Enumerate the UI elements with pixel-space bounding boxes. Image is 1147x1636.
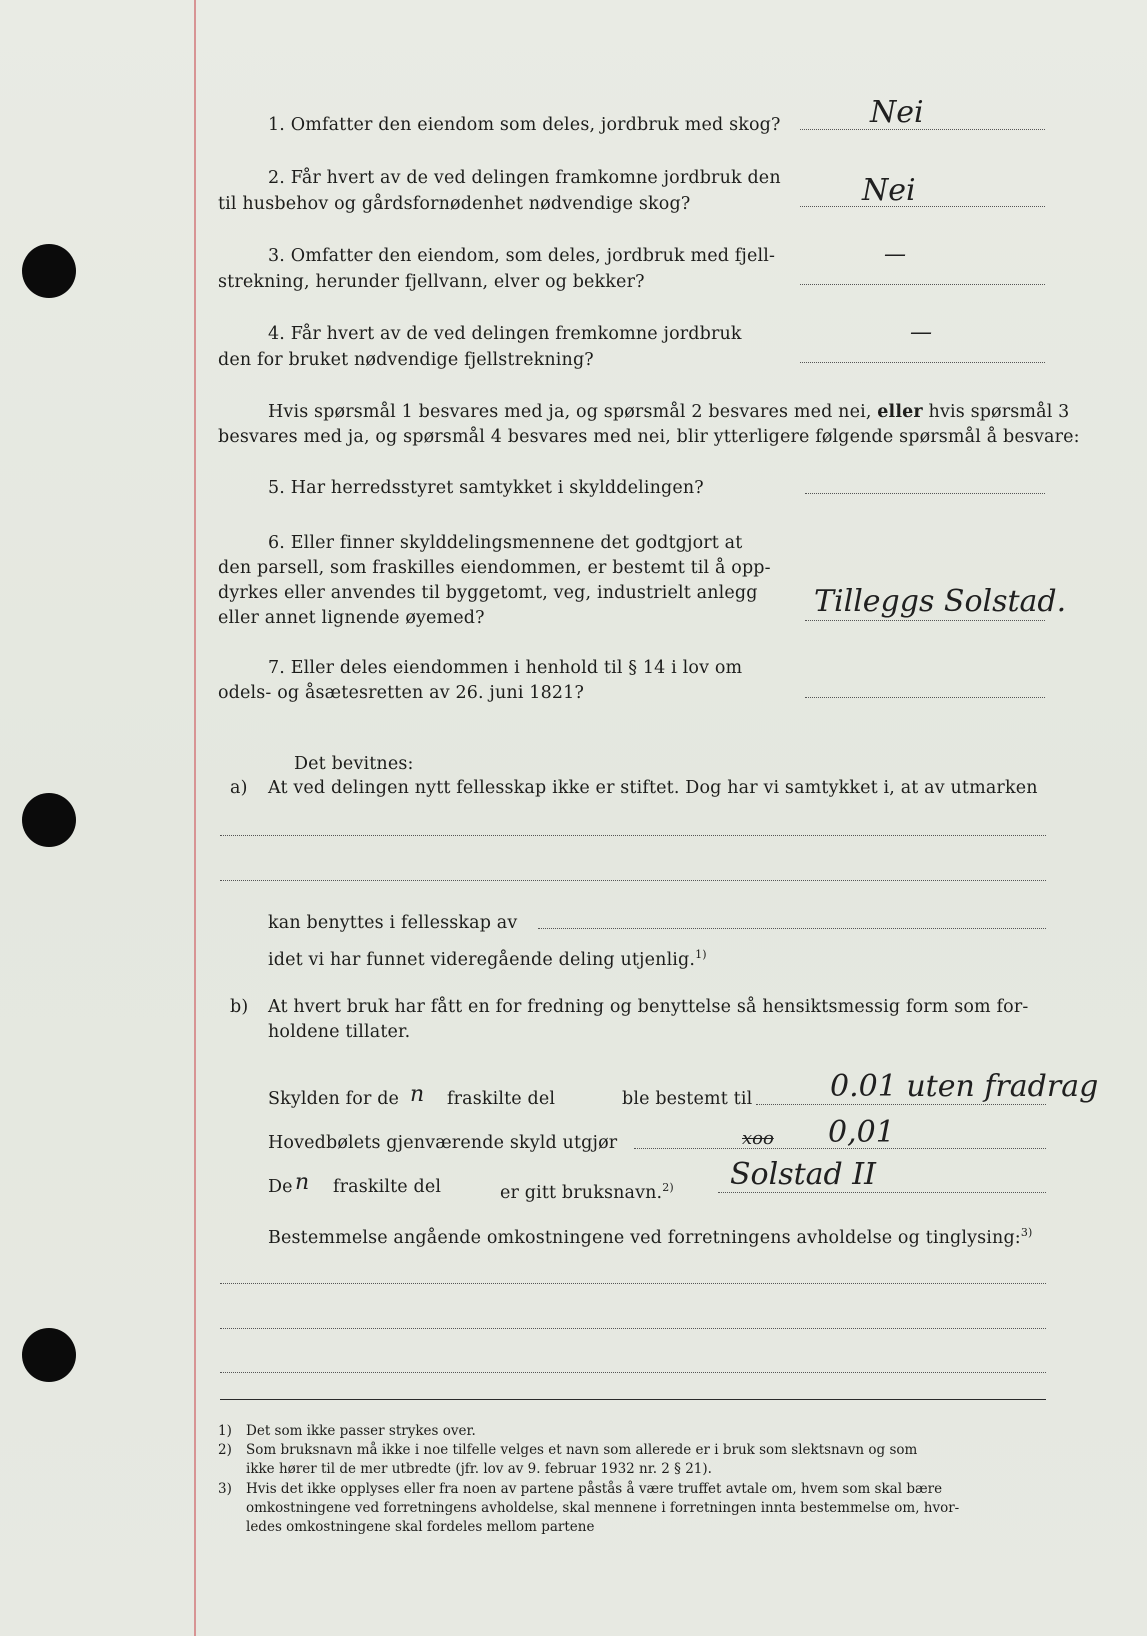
footnote-3-line-1: Hvis det ikke opplyses eller fra noen av partene påstås å være truffet avtale om, hvem som skal bære <box>246 1481 943 1497</box>
fill-line <box>538 928 1046 929</box>
answer-line-5 <box>805 493 1045 494</box>
question-6-line-1: 6. Eller finner skylddelingsmennene det godtgjort at <box>268 533 743 553</box>
answer-3: — <box>884 242 906 267</box>
question-6-line-2: den parsell, som fraskilles eiendommen, er bestemt til å opp- <box>218 558 771 578</box>
fill-line <box>220 1283 1046 1284</box>
answer-4: — <box>910 320 932 345</box>
bruksnavn-value: Solstad II <box>730 1157 876 1192</box>
skyld-label-part: ble bestemt til <box>622 1089 753 1109</box>
shared-tail: idet vi har funnet videregående deling utjenlig.$^{1)}$ <box>268 948 707 970</box>
footnote-3-mark: 3) <box>218 1481 232 1497</box>
question-2-line-1: 2. Får hvert av de ved delingen framkomne jordbruk den <box>268 168 781 188</box>
answer-line-4 <box>800 362 1045 363</box>
footnote-2-line-1: Som bruksnavn må ikke i noe tilfelle velges et navn som allerede er i bruk som slektsnavn og som <box>246 1442 918 1458</box>
skyld-handwritten-n: n <box>410 1082 425 1107</box>
question-7-line-1: 7. Eller deles eiendommen i henhold til § 14 i lov om <box>268 658 743 678</box>
bruksnavn-label: De <box>268 1177 293 1197</box>
hovedbol-value: 0,01 <box>828 1115 895 1150</box>
margin-line <box>194 0 196 1636</box>
answer-1: Nei <box>870 95 924 130</box>
fill-line <box>718 1192 1046 1193</box>
answer-line-6 <box>805 620 1045 621</box>
question-5: 5. Har herredsstyret samtykket i skylddelingen? <box>268 478 704 498</box>
footnote-3-line-3: ledes omkostningene skal fordeles mellom partene <box>246 1519 595 1535</box>
fill-line <box>220 835 1046 836</box>
footnote-1-mark: 1) <box>218 1423 232 1439</box>
answer-line-2 <box>800 206 1045 207</box>
conditional-line-1: Hvis spørsmål 1 besvares med ja, og spørsmål 2 besvares med nei, eller hvis spørsmål 3 <box>268 402 1070 422</box>
fill-line <box>220 880 1046 881</box>
question-4-line-1: 4. Får hvert av de ved delingen fremkomne jordbruk <box>268 324 742 344</box>
footnote-2-mark: 2) <box>218 1442 232 1458</box>
question-1: 1. Omfatter den eiendom som deles, jordbruk med skog? <box>268 115 781 135</box>
conditional-line-2: besvares med ja, og spørsmål 4 besvares med nei, blir ytterligere følgende spørsmål å besvare: <box>218 427 1080 447</box>
fill-line <box>220 1372 1046 1373</box>
fill-line <box>756 1104 1046 1105</box>
footnote-3-line-2: omkostningene ved forretningens avholdelse, skal mennene i forretningen innta bestemmelse om, hvor- <box>246 1500 960 1516</box>
question-6-line-3: dyrkes eller anvendes til byggetomt, veg, industrielt anlegg <box>218 583 758 603</box>
bruksnavn-label-part: er gitt bruksnavn.$^{2)}$ <box>500 1181 674 1203</box>
question-3-line-2: strekning, herunder fjellvann, elver og bekker? <box>218 272 645 292</box>
skyld-value: 0.01 uten fradrag <box>830 1069 1099 1104</box>
question-2-line-2: til husbehov og gårdsfornødenhet nødvendige skog? <box>218 194 691 214</box>
omkostning-label: Bestemmelse angående omkostningene ved forretningens avholdelse og tinglysing:$^{3)}$ <box>268 1226 1033 1248</box>
bruksnavn-label-part: fraskilte del <box>333 1177 442 1197</box>
attest-b-line-1: At hvert bruk har fått en for fredning og benyttelse så hensiktsmessig form som for- <box>268 997 1029 1017</box>
question-4-line-2: den for bruket nødvendige fjellstrekning? <box>218 350 594 370</box>
footnote-rule <box>220 1399 1046 1400</box>
attest-b-line-2: holdene tillater. <box>268 1022 411 1042</box>
hovedbol-label: Hovedbølets gjenværende skyld utgjør <box>268 1133 618 1153</box>
question-6-line-4: eller annet lignende øyemed? <box>218 608 485 628</box>
strike-mark: xoo <box>742 1128 774 1149</box>
answer-6: Tilleggs Solstad. <box>814 584 1067 619</box>
question-7-line-2: odels- og åsætesretten av 26. juni 1821? <box>218 683 584 703</box>
answer-line-3 <box>800 284 1045 285</box>
footnote-2-line-2: ikke hører til de mer utbredte (jfr. lov av 9. februar 1932 nr. 2 § 21). <box>246 1461 712 1477</box>
punch-hole <box>22 244 76 298</box>
question-3-line-1: 3. Omfatter den eiendom, som deles, jordbruk med fjell- <box>268 246 776 266</box>
attest-a-label: a) <box>230 778 248 798</box>
fill-line <box>220 1328 1046 1329</box>
shared-label: kan benyttes i fellesskap av <box>268 913 518 933</box>
punch-hole <box>22 1328 76 1382</box>
punch-hole <box>22 793 76 847</box>
answer-2: Nei <box>862 173 916 208</box>
bruksnavn-handwritten-n: n <box>295 1170 310 1195</box>
attest-b-label: b) <box>230 997 249 1017</box>
answer-line-7 <box>805 697 1045 698</box>
attest-heading: Det bevitnes: <box>294 754 414 774</box>
attest-a-text: At ved delingen nytt fellesskap ikke er stiftet. Dog har vi samtykket i, at av utmarken <box>268 778 1038 798</box>
skyld-label-part: fraskilte del <box>447 1089 556 1109</box>
skyld-label: Skylden for de <box>268 1089 400 1109</box>
footnote-1-line-1: Det som ikke passer strykes over. <box>246 1423 476 1439</box>
